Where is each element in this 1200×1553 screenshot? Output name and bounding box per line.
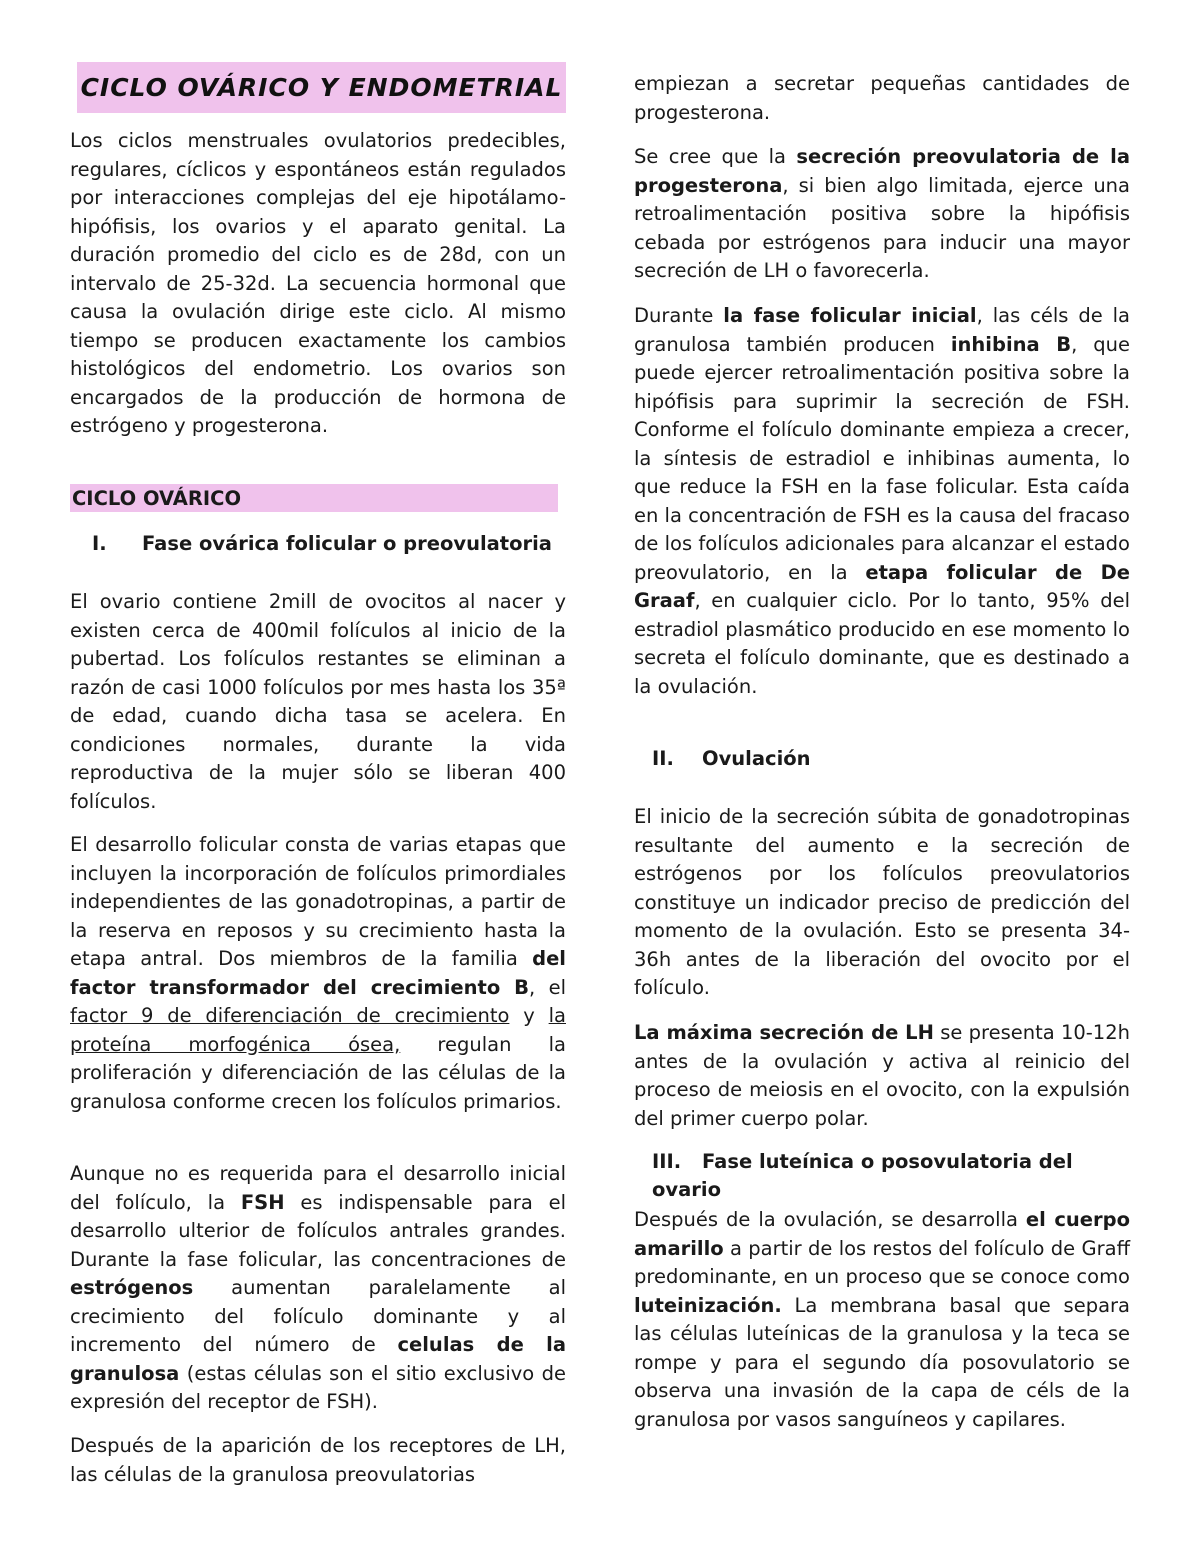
paragraph: La máxima secreción de LH se presenta 10-12h antes de la ovulación y activa al reinicio del proceso de meiosis en el ovocito, con la expulsión del primer cuerpo polar. bbox=[634, 1021, 1130, 1130]
paragraph: Aunque no es requerida para el desarrollo inicial del folículo, la FSH es indispensable para el desarrollo ulterior de folículos antrales grandes. Durante la fase folicular, las concentraciones de estrógenos aumentan paralelamente al crecimiento del folículo dominante y al incremento del número de celulas de la granulosa (estas células son el sitio exclusivo de expresión del receptor de FSH). bbox=[70, 1162, 567, 1413]
section-heading-ciclo-ovarico: CICLO OVÁRICO bbox=[70, 484, 558, 512]
subheading-ovulacion bbox=[652, 745, 811, 773]
subheading-number: I. bbox=[92, 532, 107, 555]
bold-term: celulas de la granulosa bbox=[70, 1333, 567, 1385]
bold-term: FSH bbox=[240, 1190, 285, 1214]
bold-term: secreción preovulatoria de la progesterona bbox=[634, 145, 1130, 197]
underlined-term: la proteína morfogénica ósea, bbox=[70, 1004, 566, 1056]
bold-term: estrógenos bbox=[70, 1276, 194, 1299]
subheading-number: III. bbox=[652, 1150, 682, 1173]
bold-term: el cuerpo amarillo bbox=[634, 1208, 1130, 1260]
underlined-term: factor 9 de diferenciación de crecimiento bbox=[70, 1004, 510, 1027]
paragraph: Durante la fase folicular inicial, las céls de la granulosa también producen inhibina B, que puede ejercer retroalimentación positiva sobre la hipófisis para suprimir la secreción de FSH. Conforme el folículo dominante empieza a crecer, la síntesis de estradiol e inhibinas aumenta, lo que reduce la FSH en la fase folicular. Esta caída en la concentración de FSH es la causa del fracaso de los folículos adicionales para alcanzar el estado preovulatorio, en la etapa folicular de De Graaf, en cualquier ciclo. Por lo tanto, 95% del estradiol plasmático producido en ese momento lo secreta el folículo dominante, que es destinado a la ovulación. bbox=[634, 304, 1131, 698]
bold-term: etapa folicular de De Graaf bbox=[634, 560, 1130, 612]
subheading-number: II. bbox=[652, 747, 674, 770]
subheading-fase-folicular bbox=[92, 530, 552, 558]
bold-term: luteinización. bbox=[634, 1293, 782, 1317]
paragraph: El desarrollo folicular consta de varias etapas que incluyen la incorporación de folículos primordiales independientes de las gonadotropinas, a partir de la reserva en reposos y su crecimiento hasta la etapa antral. Dos miembros de la familia del factor transformador del crecimiento B, el factor 9 de diferenciación de crecimiento y la proteína morfogénica ósea, regulan la proliferación y diferenciación de las células de la granulosa conforme crecen los folículos primarios. bbox=[70, 833, 566, 1113]
intro-paragraph: Los ciclos menstruales ovulatorios predecibles, regulares, cíclicos y espontáneos están regulados por interacciones complejas del eje hipotálamo-hipófisis, los ovarios y el aparato genital. La duración promedio del ciclo es de 28d, con un intervalo de 25-32d. La secuencia hormonal que causa la ovulación dirige este ciclo. Al mismo tiempo se producen exactamente los cambios histológicos del endometrio. Los ovarios son encargados de la producción de hormona de estrógeno y progesterona. bbox=[70, 129, 566, 437]
paragraph: Se cree que la secreción preovulatoria de la progesterona, si bien algo limitada, ejerce una retroalimentación positiva sobre la hipófisis cebada por estrógenos para inducir una mayor secreción de LH o favorecerla. bbox=[634, 145, 1130, 282]
paragraph: empiezan a secretar pequeñas cantidades de progesterona. bbox=[634, 72, 1130, 124]
paragraph: Después de la aparición de los receptores de LH, las células de la granulosa preovulatorias bbox=[70, 1434, 566, 1486]
bold-term: la fase folicular inicial bbox=[723, 304, 977, 327]
bold-term: La máxima secreción de LH bbox=[634, 1021, 934, 1044]
bold-term: inhibina B bbox=[950, 332, 1072, 356]
subheading-fase-luteinica bbox=[652, 1148, 1130, 1204]
bold-term: del factor transformador del crecimiento B bbox=[70, 947, 566, 999]
paragraph: El ovario contiene 2mill de ovocitos al nacer y existen cerca de 400mil folículos al inicio de la pubertad. Los folículos restantes se eliminan a razón de casi 1000 folículos por mes hasta los 35ª de edad, cuando dicha tasa se acelera. En condiciones normales, durante la vida reproductiva de la mujer sólo se liberan 400 folículos. bbox=[70, 590, 566, 813]
page-title: CICLO OVÁRICO Y ENDOMETRIAL bbox=[77, 62, 566, 113]
subheading-title: Fase luteínica o posovulatoria del ovario bbox=[652, 1150, 1073, 1201]
subheading-title: Ovulación bbox=[702, 747, 811, 770]
paragraph: Después de la ovulación, se desarrolla el cuerpo amarillo a partir de los restos del folículo de Graff predominante, en un proceso que se conoce como luteinización. La membrana basal que separa las células luteínicas de la granulosa y la teca se rompe y para el segundo día posovulatorio se observa una invasión de la capa de céls de la granulosa por vasos sanguíneos y capilares. bbox=[634, 1208, 1130, 1431]
paragraph: El inicio de la secreción súbita de gonadotropinas resultante del aumento e la secreción de estrógenos por los folículos preovulatorios constituye un indicador preciso de predicción del momento de la ovulación. Esto se presenta 34-36h antes de la liberación del ovocito por el folículo. bbox=[634, 805, 1130, 999]
subheading-title: Fase ovárica folicular o preovulatoria bbox=[142, 532, 552, 555]
